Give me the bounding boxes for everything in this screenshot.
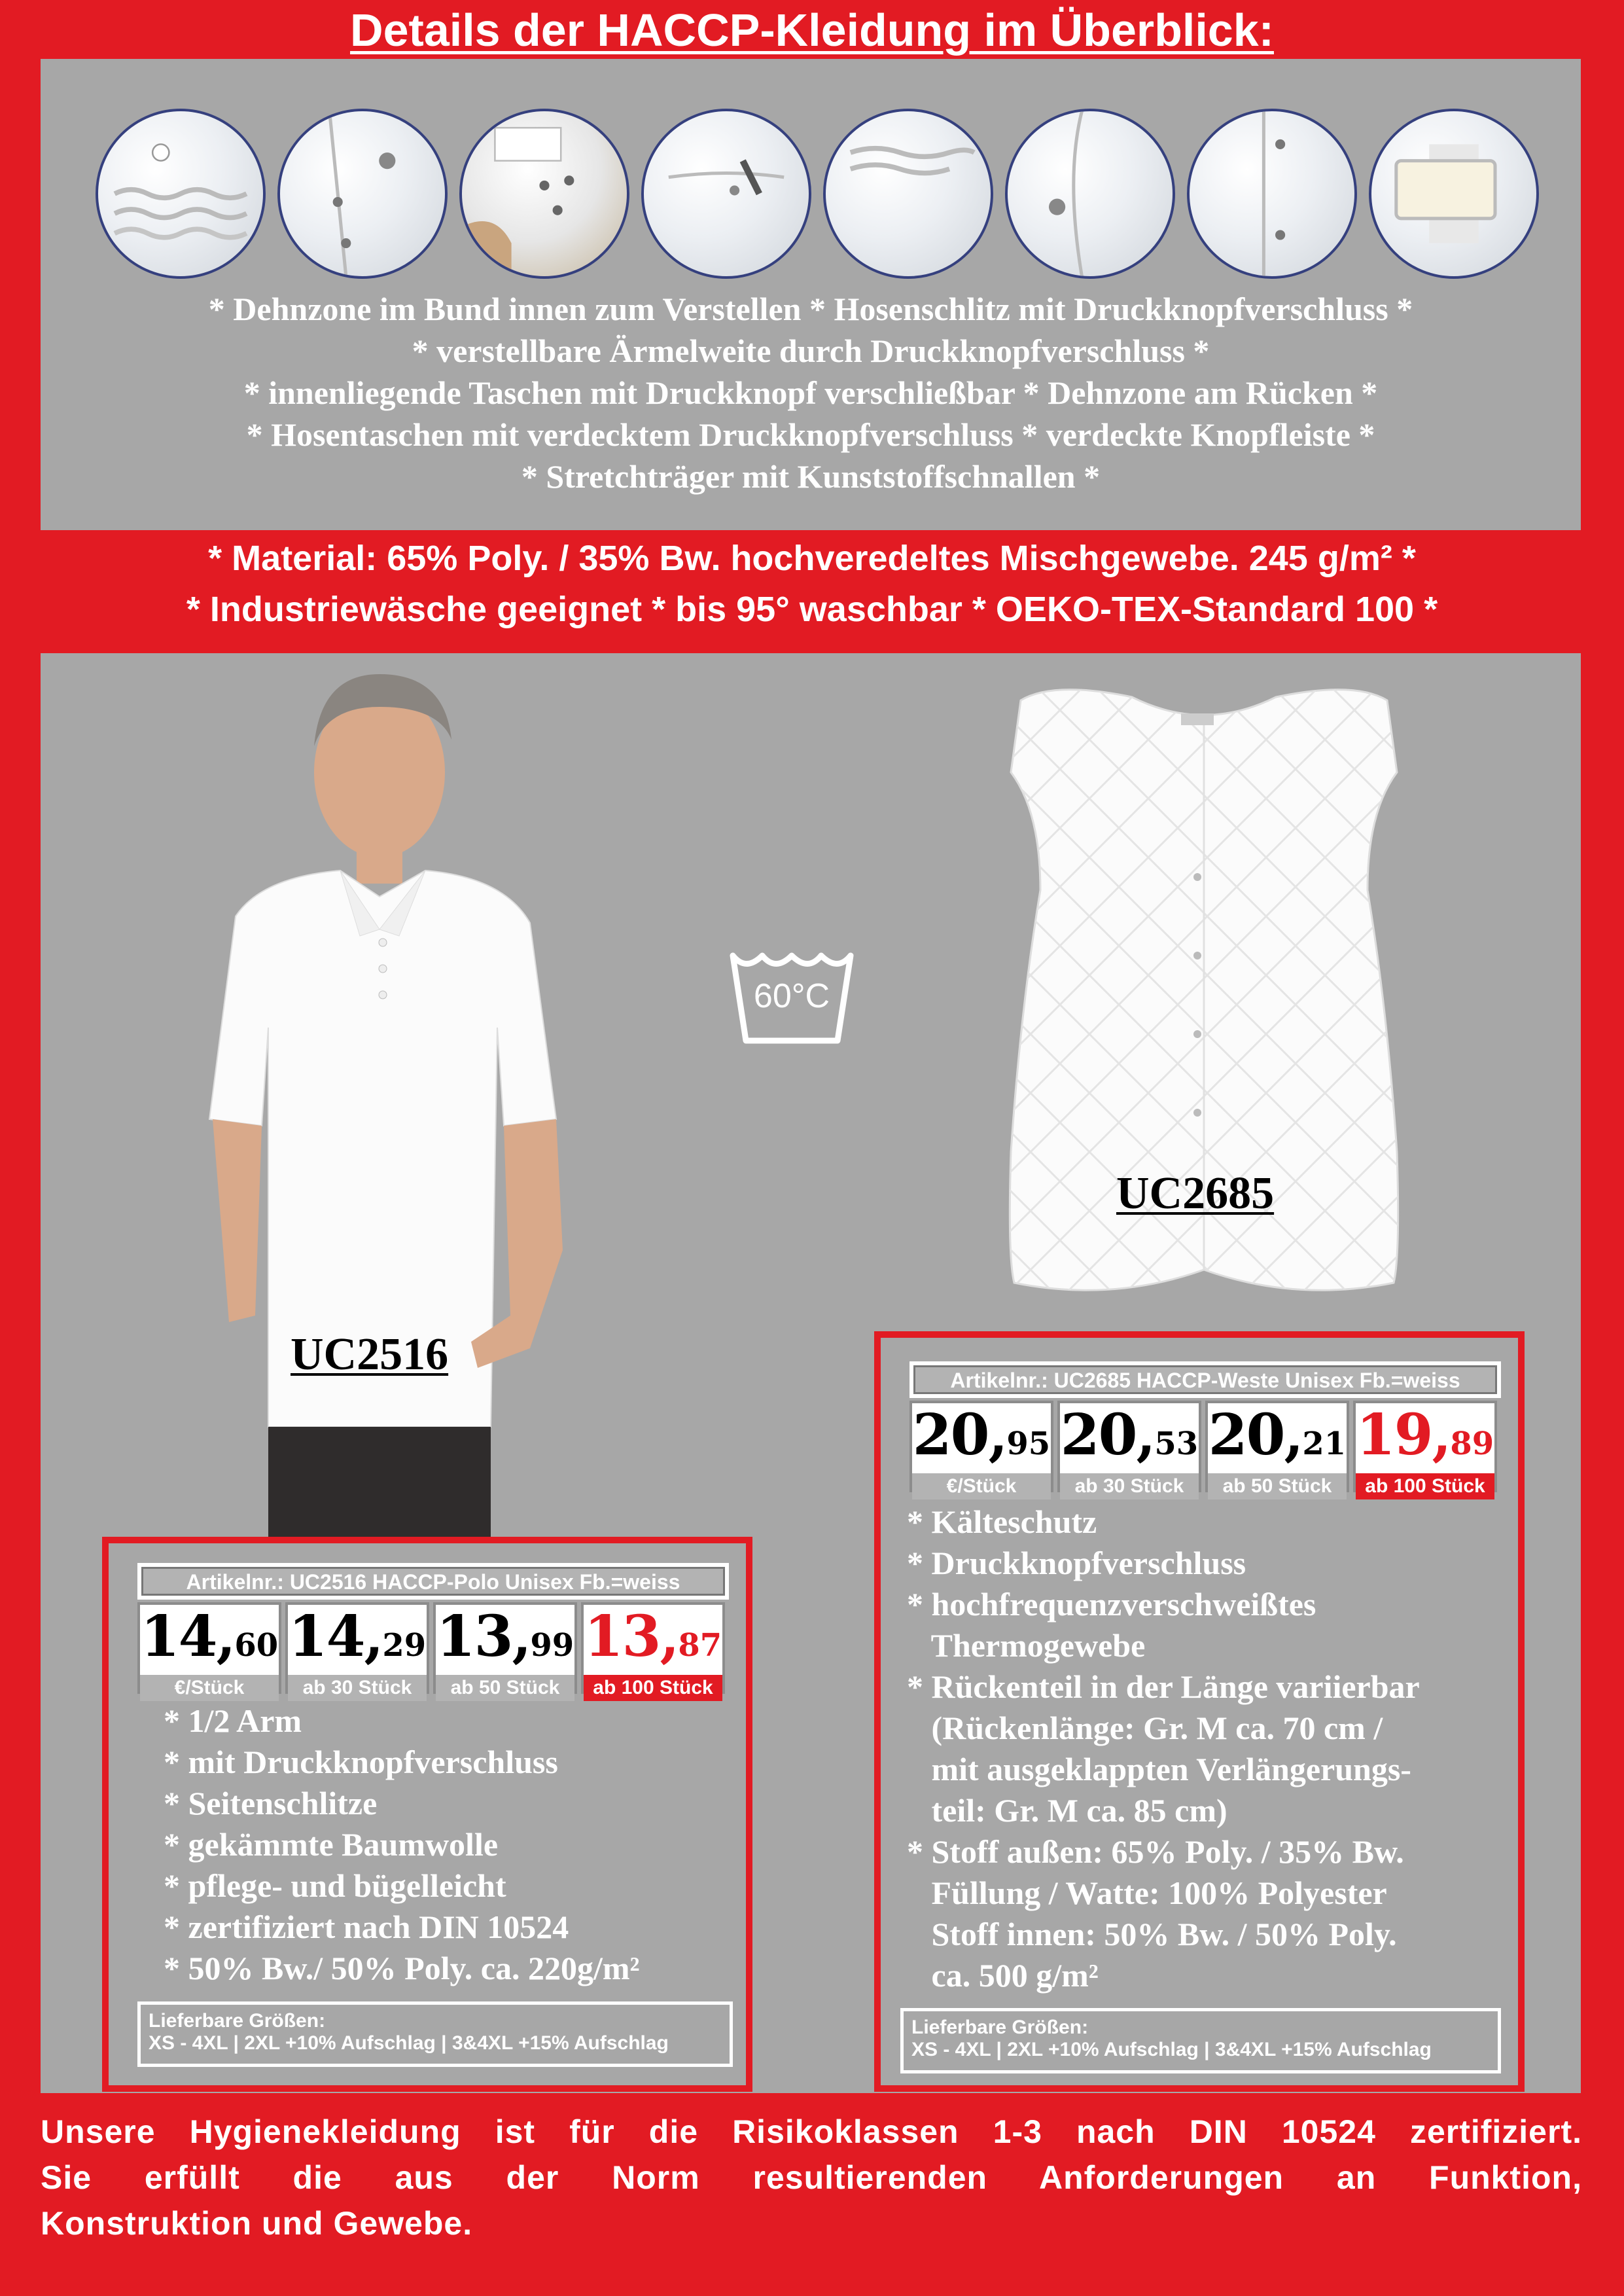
price-cents: 29 [382, 1627, 427, 1664]
vest-price-tier [1205, 1401, 1349, 1497]
back-stretch-icon [823, 109, 993, 279]
placket-icon [1187, 109, 1357, 279]
polo-sizes-box [137, 2001, 733, 2067]
price-tier-label: ab 100 Stück [1356, 1472, 1494, 1499]
price-tier-label: ab 50 Stück [1208, 1472, 1347, 1499]
vest-features: * Kälteschutz * Druckknopfverschluss * hochfrequenzverschweißtes Thermogewebe * Rückenteil in der Länge variierbar (Rückenlänge: Gr. M ca. 70 cm / mit ausgeklappten Verlängerungs- teil: Gr. M ca. 85 cm) * Stoff außen: 65% Poly. / 35% Bw. Füllung / Watte: 100% Polyester Stoff innen: 50% Bw. / 50% Poly. ca. 500 g/m² [907, 1503, 1420, 1994]
details-panel [41, 59, 1581, 530]
footer-line: Sie erfüllt die aus der Norm resultierenden Anforderungen an Funktion, [41, 2159, 1582, 2196]
details-line: * Hosentaschen mit verdecktem Druckknopfverschluss * verdeckte Knopfleiste * [246, 416, 1375, 453]
price-cents: 99 [530, 1627, 574, 1664]
wash-temperature: 60°C [753, 977, 830, 1015]
sizes-list: XS - 4XL | 2XL +10% Aufschlag | 3&4XL +15% Aufschlag [149, 2032, 669, 2054]
price-integer: 14, [288, 1604, 383, 1670]
price-tier-label: ab 50 Stück [436, 1674, 574, 1701]
price-tier-label: €/Stück [912, 1472, 1051, 1499]
polo-info-box [102, 1537, 752, 2092]
vest-price-tier [909, 1401, 1053, 1497]
details-line: * Stretchträger mit Kunststoffschnallen * [521, 458, 1101, 495]
details-line: * verstellbare Ärmelweite durch Druckknopfverschluss * [412, 332, 1210, 369]
sleeve-snap-icon [459, 109, 629, 279]
price-tier-label: ab 100 Stück [584, 1674, 722, 1701]
polo-shirt-photo [164, 661, 635, 1538]
polo-price-tier-highlight [581, 1602, 725, 1698]
details-line: * Dehnzone im Bund innen zum Verstellen * Hosenschlitz mit Druckknopfverschluss * [208, 291, 1413, 327]
vest-article-bar [909, 1361, 1501, 1398]
polo-price-tier [433, 1602, 577, 1698]
polo-price-tier [285, 1602, 429, 1698]
price-tier-label: ab 30 Stück [1060, 1472, 1199, 1499]
details-text [41, 288, 1581, 497]
polo-price-row [137, 1602, 725, 1698]
material-line-1: * Material: 65% Poly. / 35% Bw. hochveredeltes Mischgewebe. 245 g/m² * [208, 539, 1416, 578]
vest-info-box [874, 1331, 1525, 2092]
footer-line: Konstruktion und Gewebe. [41, 2205, 473, 2242]
polo-code-label: UC2516 [291, 1329, 449, 1380]
price-integer: 20, [1060, 1402, 1155, 1468]
vest-price-row [909, 1401, 1497, 1497]
page-title: Details der HACCP-Kleidung im Überblick: [350, 5, 1274, 56]
buckle-icon [1369, 109, 1539, 279]
material-line-2: * Industriewäsche geeignet * bis 95° waschbar * OEKO-TEX-Standard 100 * [186, 590, 1438, 629]
price-tier-label: ab 30 Stück [288, 1674, 427, 1701]
footer-line: Unsere Hygienekleidung ist für die Risikoklassen 1-3 nach DIN 10524 zertifiziert. [41, 2113, 1582, 2150]
price-integer: 13, [584, 1604, 679, 1670]
price-integer: 13, [436, 1604, 531, 1670]
price-tier-label: €/Stück [140, 1674, 279, 1701]
price-cents: 53 [1154, 1426, 1199, 1462]
vest-price-tier-highlight [1353, 1401, 1497, 1497]
waistband-stretch-icon [96, 109, 266, 279]
price-cents: 87 [678, 1627, 722, 1664]
price-cents: 60 [234, 1627, 279, 1664]
polo-features: * 1/2 Arm * mit Druckknopfverschluss * Seitenschlitze * gekämmte Baumwolle * pflege- und bügelleicht * zertifiziert nach DIN 10524 * 50% Bw./ 50% Poly. ca. 220g/m² [164, 1702, 640, 1986]
vest-code-label: UC2685 [1116, 1168, 1275, 1219]
sizes-list: XS - 4XL | 2XL +10% Aufschlag | 3&4XL +15% Aufschlag [911, 2039, 1432, 2060]
price-cents: 21 [1302, 1426, 1347, 1462]
sizes-title: Lieferbare Größen: [911, 2017, 1089, 2038]
polo-article-number: Artikelnr.: UC2516 HACCP-Polo Unisex Fb.=weiss [141, 1567, 725, 1596]
price-cents: 95 [1006, 1426, 1051, 1462]
price-integer: 19, [1356, 1402, 1451, 1468]
sizes-title: Lieferbare Größen: [149, 2010, 326, 2032]
vest-price-tier [1057, 1401, 1201, 1497]
vest-sizes-box [900, 2008, 1501, 2073]
vest-article-number: Artikelnr.: UC2685 HACCP-Weste Unisex Fb.=weiss [913, 1365, 1497, 1394]
price-cents: 89 [1450, 1426, 1494, 1462]
price-integer: 20, [1208, 1402, 1303, 1468]
inner-pocket-icon [641, 109, 811, 279]
polo-article-bar [137, 1563, 729, 1600]
pants-pocket-icon [1005, 109, 1175, 279]
footer-certification-text [41, 2109, 1582, 2246]
price-integer: 20, [912, 1402, 1007, 1468]
fly-snap-icon [277, 109, 448, 279]
price-integer: 14, [140, 1604, 235, 1670]
details-line: * innenliegende Taschen mit Druckknopf verschließbar * Dehnzone am Rücken * [243, 374, 1378, 411]
polo-price-tier [137, 1602, 281, 1698]
